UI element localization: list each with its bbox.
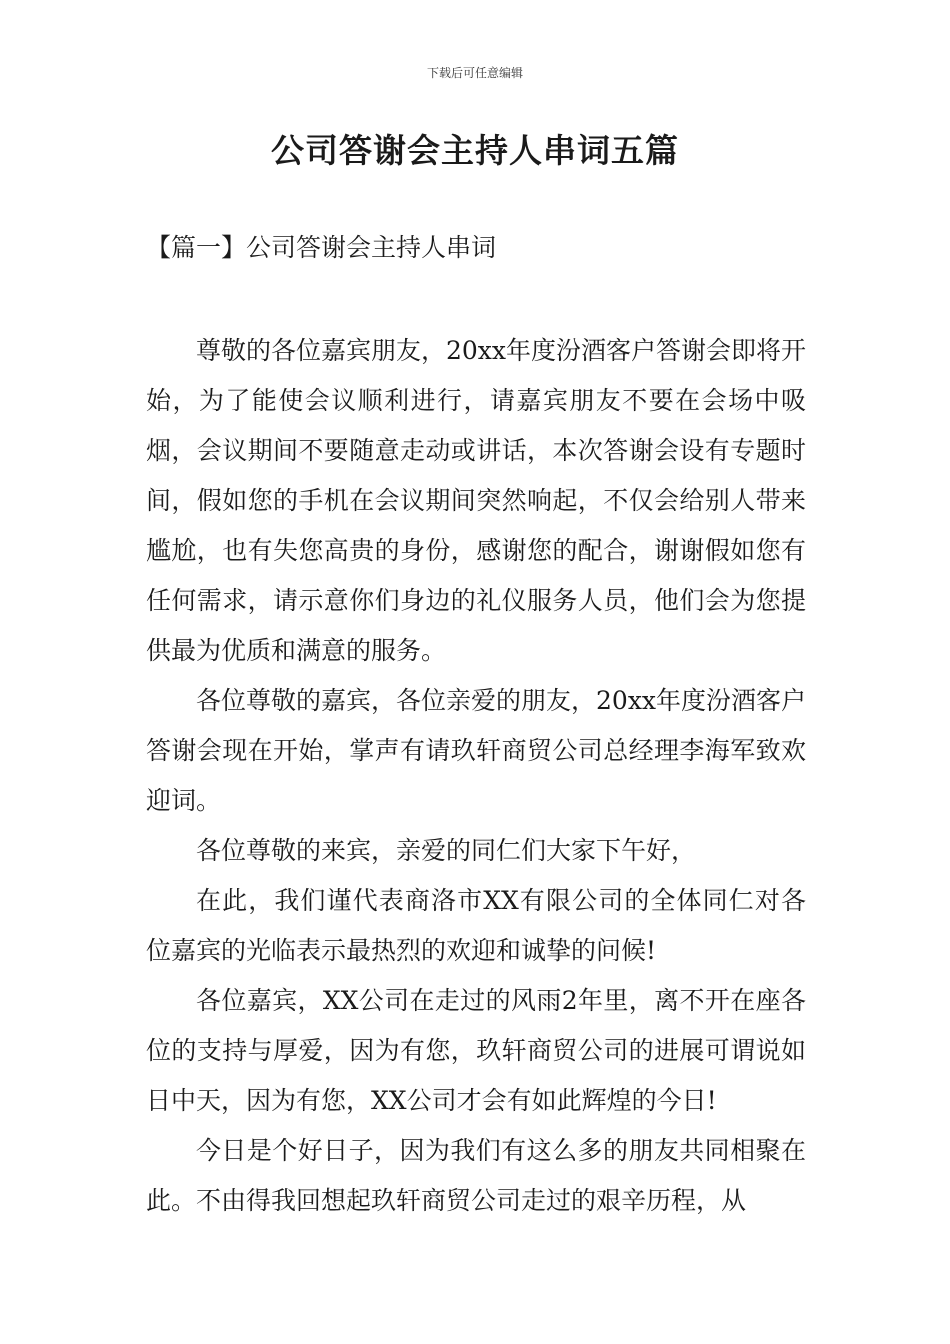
header-note: 下载后可任意编辑 <box>426 66 523 80</box>
paragraph: 尊敬的各位嘉宾朋友，20xx年度汾酒客户答谢会即将开始，为了能使会议顺利进行，请嘉宾朋友不要在会场中吸烟，会议期间不要随意走动或讲话，本次答谢会设有专题时间，假如您的手机在会议期间突然响起，不仅会给别人带来尴尬，也有失您高贵的身份，感谢您的配合，谢谢假如您有任何需求，请示意你们身边的礼仪服务人员，他们会为您提供最为优质和满意的服务。 <box>146 336 807 665</box>
paragraph: 在此，我们谨代表商洛市XX有限公司的全体同仁对各位嘉宾的光临表示最热烈的欢迎和诚挚的问候! <box>146 886 806 965</box>
paragraph: 各位嘉宾，XX公司在走过的风雨2年里，离不开在座各位的支持与厚爱，因为有您，玖轩商贸公司的进展可谓说如日中天，因为有您，XX公司才会有如此辉煌的今日! <box>146 986 806 1115</box>
paragraph: 各位尊敬的嘉宾，各位亲爱的朋友，20xx年度汾酒客户答谢会现在开始，掌声有请玖轩商贸公司总经理李海军致欢迎词。 <box>146 686 807 815</box>
section-heading: 【篇一】公司答谢会主持人串词 <box>146 233 497 262</box>
paragraph: 各位尊敬的来宾，亲爱的同仁们大家下午好， <box>196 836 697 865</box>
document-title: 公司答谢会主持人串词五篇 <box>271 131 679 170</box>
paragraph: 今日是个好日子，因为我们有这么多的朋友共同相聚在此。不由得我回想起玖轩商贸公司走过的艰辛历程，从 <box>146 1136 806 1215</box>
document-body <box>146 326 806 1226</box>
